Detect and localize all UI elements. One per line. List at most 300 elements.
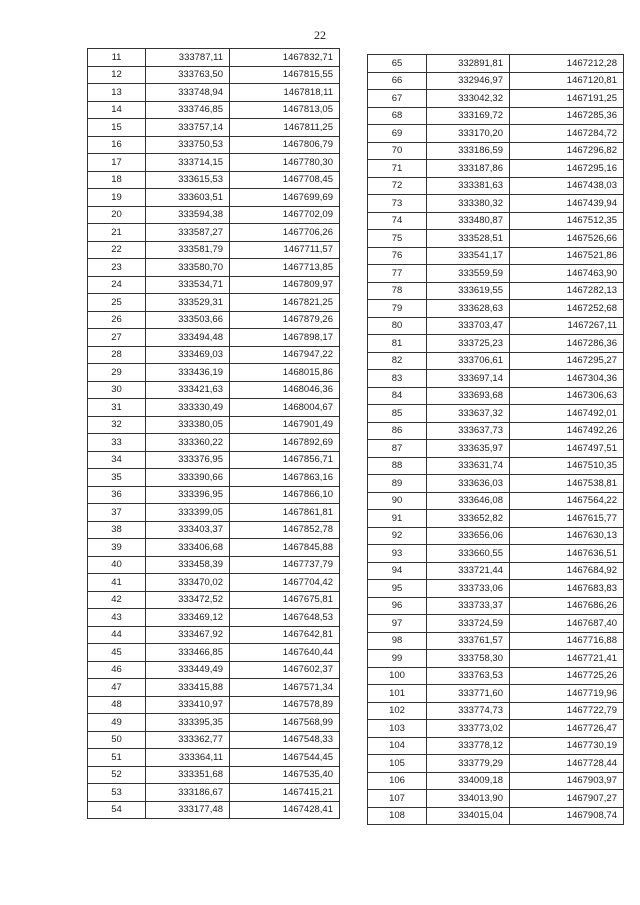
point-number-cell: 80 [368, 317, 427, 335]
y-coordinate-cell: 1467711,57 [230, 241, 340, 259]
table-row [368, 597, 624, 615]
x-coordinate-cell: 332891,81 [427, 55, 510, 73]
table-row [88, 276, 340, 294]
x-coordinate-cell: 334013,90 [427, 790, 510, 808]
point-number-cell: 11 [88, 49, 146, 67]
table-row [368, 755, 624, 773]
x-coordinate-cell: 333415,88 [146, 679, 230, 697]
point-number-cell: 69 [368, 125, 427, 143]
table-row [368, 632, 624, 650]
x-coordinate-cell: 333757,14 [146, 119, 230, 137]
y-coordinate-cell: 1467721,41 [510, 650, 624, 668]
x-coordinate-cell: 333395,35 [146, 714, 230, 732]
y-coordinate-cell: 1467728,44 [510, 755, 624, 773]
x-coordinate-cell: 333733,06 [427, 580, 510, 598]
table-row [88, 696, 340, 714]
x-coordinate-cell: 333703,47 [427, 317, 510, 335]
point-number-cell: 52 [88, 766, 146, 784]
point-number-cell: 39 [88, 539, 146, 557]
point-number-cell: 108 [368, 807, 427, 825]
y-coordinate-cell: 1467806,79 [230, 136, 340, 154]
point-number-cell: 78 [368, 282, 427, 300]
y-coordinate-cell: 1467415,21 [230, 784, 340, 802]
x-coordinate-cell: 333763,53 [427, 667, 510, 685]
x-coordinate-cell: 333771,60 [427, 685, 510, 703]
table-row [88, 364, 340, 382]
y-coordinate-cell: 1467212,28 [510, 55, 624, 73]
point-number-cell: 89 [368, 475, 427, 493]
table-row [368, 352, 624, 370]
x-coordinate-cell: 333693,68 [427, 387, 510, 405]
table-row [88, 766, 340, 784]
y-coordinate-cell: 1467648,53 [230, 609, 340, 627]
x-coordinate-cell: 333169,72 [427, 107, 510, 125]
table-row [368, 772, 624, 790]
point-number-cell: 74 [368, 212, 427, 230]
point-number-cell: 25 [88, 294, 146, 312]
y-coordinate-cell: 1467863,16 [230, 469, 340, 487]
page-number: 22 [314, 28, 326, 42]
x-coordinate-cell: 333436,19 [146, 364, 230, 382]
x-coordinate-cell: 333458,39 [146, 556, 230, 574]
y-coordinate-cell: 1467492,26 [510, 422, 624, 440]
point-number-cell: 31 [88, 399, 146, 417]
table-row [368, 475, 624, 493]
coordinates-table-left-body [88, 49, 340, 819]
point-number-cell: 36 [88, 486, 146, 504]
table-row [88, 84, 340, 102]
table-row [88, 189, 340, 207]
table-row [368, 265, 624, 283]
table-row [88, 259, 340, 277]
point-number-cell: 19 [88, 189, 146, 207]
y-coordinate-cell: 1467642,81 [230, 626, 340, 644]
point-number-cell: 68 [368, 107, 427, 125]
table-row [368, 405, 624, 423]
x-coordinate-cell: 333559,59 [427, 265, 510, 283]
x-coordinate-cell: 333480,87 [427, 212, 510, 230]
table-row [88, 224, 340, 242]
y-coordinate-cell: 1467730,19 [510, 737, 624, 755]
table-row [368, 527, 624, 545]
table-row [368, 300, 624, 318]
x-coordinate-cell: 333581,79 [146, 241, 230, 259]
x-coordinate-cell: 333580,70 [146, 259, 230, 277]
x-coordinate-cell: 333381,63 [427, 177, 510, 195]
y-coordinate-cell: 1467813,05 [230, 101, 340, 119]
y-coordinate-cell: 1467815,55 [230, 66, 340, 84]
x-coordinate-cell: 333528,51 [427, 230, 510, 248]
y-coordinate-cell: 1467947,22 [230, 346, 340, 364]
y-coordinate-cell: 1467908,74 [510, 807, 624, 825]
x-coordinate-cell: 332946,97 [427, 72, 510, 90]
x-coordinate-cell: 333362,77 [146, 731, 230, 749]
point-number-cell: 66 [368, 72, 427, 90]
point-number-cell: 105 [368, 755, 427, 773]
point-number-cell: 40 [88, 556, 146, 574]
x-coordinate-cell: 333406,68 [146, 539, 230, 557]
y-coordinate-cell: 1467706,26 [230, 224, 340, 242]
table-row [88, 539, 340, 557]
table-row [368, 510, 624, 528]
x-coordinate-cell: 333364,11 [146, 749, 230, 767]
table-row [88, 626, 340, 644]
table-row [88, 451, 340, 469]
x-coordinate-cell: 333177,48 [146, 801, 230, 819]
table-row [368, 440, 624, 458]
x-coordinate-cell: 333380,05 [146, 416, 230, 434]
x-coordinate-cell: 333787,11 [146, 49, 230, 67]
y-coordinate-cell: 1467428,41 [230, 801, 340, 819]
y-coordinate-cell: 1467852,78 [230, 521, 340, 539]
point-number-cell: 107 [368, 790, 427, 808]
x-coordinate-cell: 333660,55 [427, 545, 510, 563]
point-number-cell: 48 [88, 696, 146, 714]
point-number-cell: 44 [88, 626, 146, 644]
x-coordinate-cell: 333603,51 [146, 189, 230, 207]
point-number-cell: 38 [88, 521, 146, 539]
table-row [88, 171, 340, 189]
table-row [88, 521, 340, 539]
x-coordinate-cell: 333733,37 [427, 597, 510, 615]
y-coordinate-cell: 1467306,63 [510, 387, 624, 405]
x-coordinate-cell: 333466,85 [146, 644, 230, 662]
table-row [88, 661, 340, 679]
y-coordinate-cell: 1467295,16 [510, 160, 624, 178]
point-number-cell: 16 [88, 136, 146, 154]
point-number-cell: 87 [368, 440, 427, 458]
y-coordinate-cell: 1467564,22 [510, 492, 624, 510]
table-row [368, 807, 624, 825]
table-row [88, 434, 340, 452]
point-number-cell: 28 [88, 346, 146, 364]
y-coordinate-cell: 1467683,83 [510, 580, 624, 598]
point-number-cell: 34 [88, 451, 146, 469]
x-coordinate-cell: 333470,02 [146, 574, 230, 592]
point-number-cell: 91 [368, 510, 427, 528]
point-number-cell: 83 [368, 370, 427, 388]
x-coordinate-cell: 333472,52 [146, 591, 230, 609]
table-row [368, 685, 624, 703]
point-number-cell: 50 [88, 731, 146, 749]
table-row [368, 457, 624, 475]
table-row [368, 107, 624, 125]
x-coordinate-cell: 333494,48 [146, 329, 230, 347]
y-coordinate-cell: 1467898,17 [230, 329, 340, 347]
x-coordinate-cell: 333469,12 [146, 609, 230, 627]
y-coordinate-cell: 1467713,85 [230, 259, 340, 277]
point-number-cell: 24 [88, 276, 146, 294]
point-number-cell: 37 [88, 504, 146, 522]
table-row [88, 49, 340, 67]
point-number-cell: 23 [88, 259, 146, 277]
point-number-cell: 67 [368, 90, 427, 108]
y-coordinate-cell: 1467571,34 [230, 679, 340, 697]
y-coordinate-cell: 1467832,71 [230, 49, 340, 67]
y-coordinate-cell: 1467497,51 [510, 440, 624, 458]
table-row [368, 702, 624, 720]
x-coordinate-cell: 333721,44 [427, 562, 510, 580]
y-coordinate-cell: 1467510,35 [510, 457, 624, 475]
point-number-cell: 65 [368, 55, 427, 73]
table-row [368, 387, 624, 405]
point-number-cell: 92 [368, 527, 427, 545]
table-row [88, 154, 340, 172]
table-row [88, 346, 340, 364]
point-number-cell: 75 [368, 230, 427, 248]
y-coordinate-cell: 1467463,90 [510, 265, 624, 283]
x-coordinate-cell: 334009,18 [427, 772, 510, 790]
table-row [368, 72, 624, 90]
table-row [368, 317, 624, 335]
y-coordinate-cell: 1467818,11 [230, 84, 340, 102]
y-coordinate-cell: 1467866,10 [230, 486, 340, 504]
point-number-cell: 71 [368, 160, 427, 178]
y-coordinate-cell: 1467252,68 [510, 300, 624, 318]
y-coordinate-cell: 1467630,13 [510, 527, 624, 545]
point-number-cell: 85 [368, 405, 427, 423]
y-coordinate-cell: 1467191,25 [510, 90, 624, 108]
table-row [88, 801, 340, 819]
x-coordinate-cell: 333399,05 [146, 504, 230, 522]
table-row [368, 90, 624, 108]
point-number-cell: 90 [368, 492, 427, 510]
coordinates-table-right [367, 54, 624, 825]
point-number-cell: 53 [88, 784, 146, 802]
point-number-cell: 42 [88, 591, 146, 609]
table-row [88, 556, 340, 574]
point-number-cell: 82 [368, 352, 427, 370]
point-number-cell: 26 [88, 311, 146, 329]
point-number-cell: 30 [88, 381, 146, 399]
table-row [88, 609, 340, 627]
x-coordinate-cell: 333724,59 [427, 615, 510, 633]
point-number-cell: 12 [88, 66, 146, 84]
point-number-cell: 46 [88, 661, 146, 679]
y-coordinate-cell: 1467615,77 [510, 510, 624, 528]
table-row [88, 644, 340, 662]
y-coordinate-cell: 1467903,97 [510, 772, 624, 790]
y-coordinate-cell: 1467699,69 [230, 189, 340, 207]
y-coordinate-cell: 1467538,81 [510, 475, 624, 493]
point-number-cell: 45 [88, 644, 146, 662]
point-number-cell: 97 [368, 615, 427, 633]
table-row [368, 737, 624, 755]
table-row [88, 731, 340, 749]
point-number-cell: 102 [368, 702, 427, 720]
y-coordinate-cell: 1467544,45 [230, 749, 340, 767]
point-number-cell: 88 [368, 457, 427, 475]
x-coordinate-cell: 333360,22 [146, 434, 230, 452]
y-coordinate-cell: 1467568,99 [230, 714, 340, 732]
point-number-cell: 100 [368, 667, 427, 685]
y-coordinate-cell: 1467492,01 [510, 405, 624, 423]
point-number-cell: 27 [88, 329, 146, 347]
x-coordinate-cell: 333042,32 [427, 90, 510, 108]
table-row [88, 294, 340, 312]
x-coordinate-cell: 333376,95 [146, 451, 230, 469]
y-coordinate-cell: 1467879,26 [230, 311, 340, 329]
table-row [368, 580, 624, 598]
table-row [88, 399, 340, 417]
x-coordinate-cell: 333763,50 [146, 66, 230, 84]
point-number-cell: 29 [88, 364, 146, 382]
table-row [88, 119, 340, 137]
y-coordinate-cell: 1467821,25 [230, 294, 340, 312]
y-coordinate-cell: 1468046,36 [230, 381, 340, 399]
table-row [88, 241, 340, 259]
y-coordinate-cell: 1467304,36 [510, 370, 624, 388]
x-coordinate-cell: 333186,59 [427, 142, 510, 160]
x-coordinate-cell: 333656,06 [427, 527, 510, 545]
x-coordinate-cell: 333449,49 [146, 661, 230, 679]
point-number-cell: 35 [88, 469, 146, 487]
y-coordinate-cell: 1467521,86 [510, 247, 624, 265]
table-row [368, 212, 624, 230]
point-number-cell: 94 [368, 562, 427, 580]
table-row [368, 667, 624, 685]
y-coordinate-cell: 1467809,97 [230, 276, 340, 294]
point-number-cell: 14 [88, 101, 146, 119]
point-number-cell: 72 [368, 177, 427, 195]
y-coordinate-cell: 1467811,25 [230, 119, 340, 137]
y-coordinate-cell: 1467602,37 [230, 661, 340, 679]
y-coordinate-cell: 1467295,27 [510, 352, 624, 370]
x-coordinate-cell: 333628,63 [427, 300, 510, 318]
x-coordinate-cell: 333403,37 [146, 521, 230, 539]
table-row [88, 66, 340, 84]
point-number-cell: 103 [368, 720, 427, 738]
y-coordinate-cell: 1467719,96 [510, 685, 624, 703]
point-number-cell: 81 [368, 335, 427, 353]
x-coordinate-cell: 333706,61 [427, 352, 510, 370]
x-coordinate-cell: 333714,15 [146, 154, 230, 172]
y-coordinate-cell: 1467438,03 [510, 177, 624, 195]
y-coordinate-cell: 1467861,81 [230, 504, 340, 522]
y-coordinate-cell: 1468004,67 [230, 399, 340, 417]
y-coordinate-cell: 1467845,88 [230, 539, 340, 557]
point-number-cell: 18 [88, 171, 146, 189]
table-row [368, 615, 624, 633]
table-row [88, 784, 340, 802]
y-coordinate-cell: 1467439,94 [510, 195, 624, 213]
table-row [88, 329, 340, 347]
y-coordinate-cell: 1467716,88 [510, 632, 624, 650]
x-coordinate-cell: 333503,66 [146, 311, 230, 329]
table-row [88, 486, 340, 504]
x-coordinate-cell: 333631,74 [427, 457, 510, 475]
x-coordinate-cell: 333774,73 [427, 702, 510, 720]
x-coordinate-cell: 333652,82 [427, 510, 510, 528]
x-coordinate-cell: 333467,92 [146, 626, 230, 644]
x-coordinate-cell: 333587,27 [146, 224, 230, 242]
x-coordinate-cell: 333469,03 [146, 346, 230, 364]
point-number-cell: 20 [88, 206, 146, 224]
x-coordinate-cell: 333637,73 [427, 422, 510, 440]
point-number-cell: 84 [368, 387, 427, 405]
table-row [88, 381, 340, 399]
table-row [88, 416, 340, 434]
table-row [368, 177, 624, 195]
y-coordinate-cell: 1467737,79 [230, 556, 340, 574]
x-coordinate-cell: 333541,17 [427, 247, 510, 265]
y-coordinate-cell: 1467636,51 [510, 545, 624, 563]
y-coordinate-cell: 1467120,81 [510, 72, 624, 90]
x-coordinate-cell: 333170,20 [427, 125, 510, 143]
y-coordinate-cell: 1467726,47 [510, 720, 624, 738]
y-coordinate-cell: 1467702,09 [230, 206, 340, 224]
y-coordinate-cell: 1467548,33 [230, 731, 340, 749]
x-coordinate-cell: 333351,68 [146, 766, 230, 784]
table-row [368, 790, 624, 808]
table-row [88, 311, 340, 329]
y-coordinate-cell: 1468015,86 [230, 364, 340, 382]
y-coordinate-cell: 1467675,81 [230, 591, 340, 609]
x-coordinate-cell: 333187,86 [427, 160, 510, 178]
point-number-cell: 21 [88, 224, 146, 242]
table-row [368, 195, 624, 213]
point-number-cell: 106 [368, 772, 427, 790]
table-row [88, 469, 340, 487]
x-coordinate-cell: 333725,23 [427, 335, 510, 353]
point-number-cell: 33 [88, 434, 146, 452]
point-number-cell: 49 [88, 714, 146, 732]
point-number-cell: 70 [368, 142, 427, 160]
point-number-cell: 51 [88, 749, 146, 767]
x-coordinate-cell: 333697,14 [427, 370, 510, 388]
table-row [368, 247, 624, 265]
point-number-cell: 13 [88, 84, 146, 102]
y-coordinate-cell: 1467282,13 [510, 282, 624, 300]
x-coordinate-cell: 333615,53 [146, 171, 230, 189]
x-coordinate-cell: 334015,04 [427, 807, 510, 825]
x-coordinate-cell: 333746,85 [146, 101, 230, 119]
point-number-cell: 104 [368, 737, 427, 755]
x-coordinate-cell: 333637,32 [427, 405, 510, 423]
x-coordinate-cell: 333330,49 [146, 399, 230, 417]
point-number-cell: 86 [368, 422, 427, 440]
table-row [88, 679, 340, 697]
y-coordinate-cell: 1467578,89 [230, 696, 340, 714]
y-coordinate-cell: 1467285,36 [510, 107, 624, 125]
table-row [368, 370, 624, 388]
y-coordinate-cell: 1467686,26 [510, 597, 624, 615]
y-coordinate-cell: 1467512,35 [510, 212, 624, 230]
y-coordinate-cell: 1467684,92 [510, 562, 624, 580]
table-row [368, 335, 624, 353]
y-coordinate-cell: 1467892,69 [230, 434, 340, 452]
y-coordinate-cell: 1467856,71 [230, 451, 340, 469]
table-row [88, 749, 340, 767]
table-row [368, 720, 624, 738]
x-coordinate-cell: 333594,38 [146, 206, 230, 224]
point-number-cell: 96 [368, 597, 427, 615]
point-number-cell: 93 [368, 545, 427, 563]
y-coordinate-cell: 1467526,66 [510, 230, 624, 248]
x-coordinate-cell: 333779,29 [427, 755, 510, 773]
y-coordinate-cell: 1467725,26 [510, 667, 624, 685]
x-coordinate-cell: 333534,71 [146, 276, 230, 294]
table-row [88, 714, 340, 732]
x-coordinate-cell: 333396,95 [146, 486, 230, 504]
y-coordinate-cell: 1467284,72 [510, 125, 624, 143]
table-row [368, 142, 624, 160]
y-coordinate-cell: 1467704,42 [230, 574, 340, 592]
table-row [368, 55, 624, 73]
coordinates-table-left [87, 48, 340, 819]
x-coordinate-cell: 333421,63 [146, 381, 230, 399]
x-coordinate-cell: 333186,67 [146, 784, 230, 802]
